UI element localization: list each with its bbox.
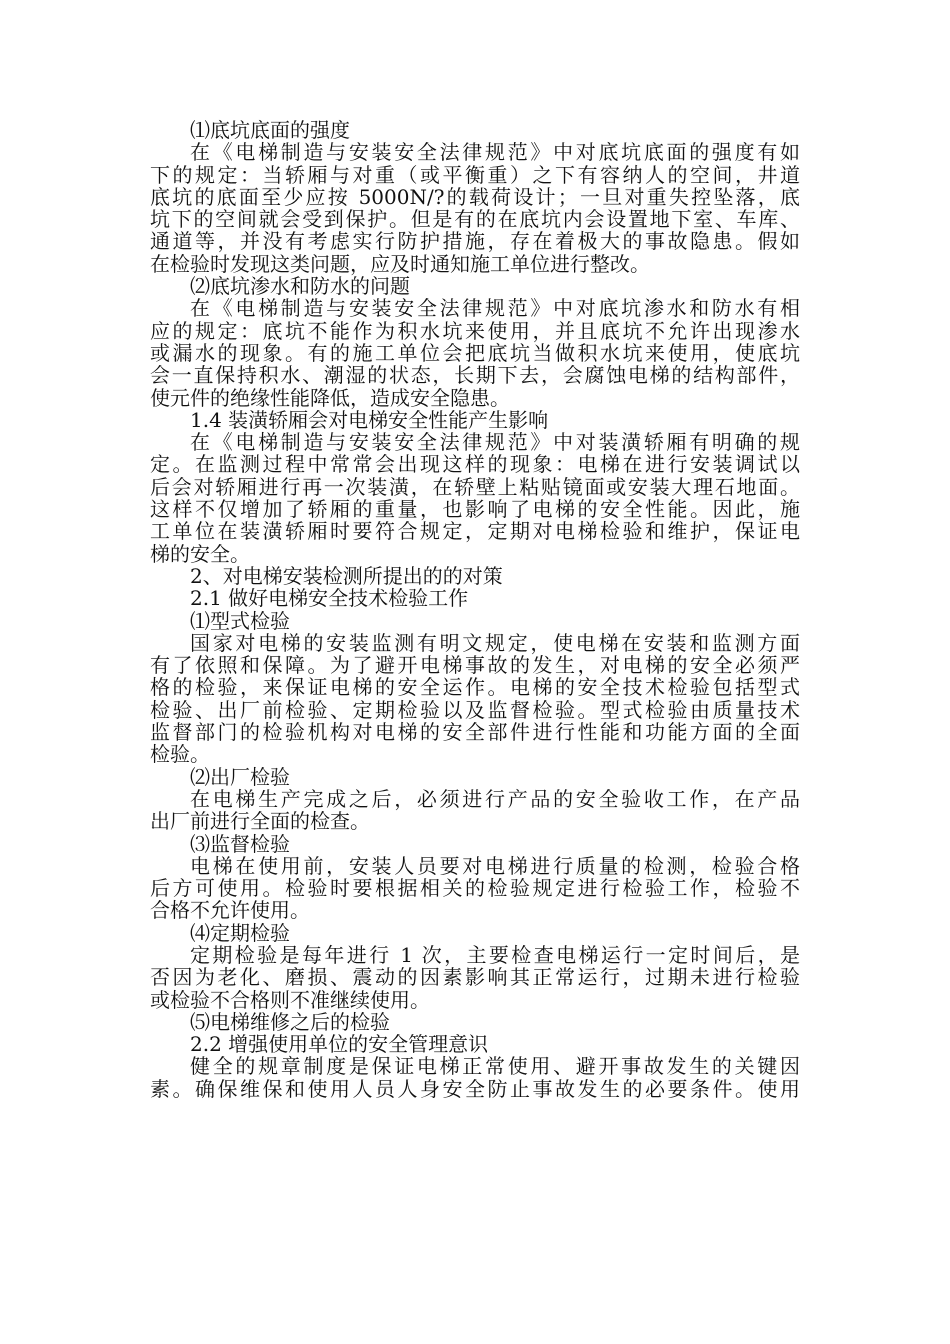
text-line: 电梯在使用前，安装人员要对电梯进行质量的检测，检验合格 (190, 853, 800, 878)
text-line: 在《电梯制造与安装安全法律规范》中对底坑渗水和防水有相 (190, 296, 800, 321)
text-line: 检验。 (150, 742, 210, 767)
text-line: 使元件的绝缘性能降低，造成安全隐患。 (150, 385, 510, 410)
text-line: 健全的规章制度是保证电梯正常使用、避开事故发生的关键因 (190, 1054, 800, 1079)
text-line: ⑶监督检验 (190, 831, 290, 856)
text-line: 检验、出厂前检验、定期检验以及监督检验。型式检验由质量技术 (150, 697, 800, 722)
text-line: ⑴底坑底面的强度 (190, 118, 350, 142)
text-line: 通道等，并没有考虑实行防护措施，存在着极大的事故隐患。假如 (150, 229, 800, 254)
text-line: 2.1 做好电梯安全技术检验工作 (190, 586, 469, 611)
text-line: 素。确保维保和使用人员人身安全防止事故发生的必要条件。使用 (150, 1076, 800, 1101)
text-line: 底坑的底面至少应按 5000N/?的载荷设计；一旦对重失控坠落，底 (150, 184, 800, 209)
text-line: 定期检验是每年进行 1 次，主要检查电梯运行一定时间后，是 (190, 942, 800, 967)
text-line: 应的规定：底坑不能作为积水坑来使用，并且底坑不允许出现渗水 (150, 318, 800, 343)
text-line: 在《电梯制造与安装安全法律规范》中对装潢轿厢有明确的规 (190, 430, 800, 455)
text-line: 在《电梯制造与安装安全法律规范》中对底坑底面的强度有如 (190, 140, 800, 165)
text-line: 出厂前进行全面的检查。 (150, 809, 370, 834)
text-line: 2、对电梯安装检测所提出的的对策 (190, 563, 503, 588)
text-line: 定。在监测过程中常常会出现这样的现象：电梯在进行安装调试以 (150, 452, 800, 477)
text-line: 国家对电梯的安装监测有明文规定，使电梯在安装和监测方面 (190, 630, 800, 655)
text-line: 坑下的空间就会受到保护。但是有的在底坑内会设置地下室、车库、 (150, 207, 800, 232)
document-body (150, 119, 800, 1100)
text-line: 工单位在装潢轿厢时要符合规定，定期对电梯检验和维护，保证电 (150, 519, 800, 544)
text-line: ⑵出厂检验 (190, 764, 290, 789)
text-line: 在检验时发现这类问题，应及时通知施工单位进行整改。 (150, 251, 650, 276)
text-line: 后方可使用。检验时要根据相关的检验规定进行检验工作，检验不 (150, 876, 800, 901)
text-line: 2.2 增强使用单位的安全管理意识 (190, 1032, 489, 1057)
text-line: 这样不仅增加了轿厢的重量，也影响了电梯的安全性能。因此，施 (150, 497, 800, 522)
text-line: 梯的安全。 (150, 541, 250, 566)
text-line: 否因为老化、磨损、震动的因素影响其正常运行，过期未进行检验 (150, 965, 800, 990)
text-line: ⑵底坑渗水和防水的问题 (190, 274, 410, 299)
text-line: 合格不允许使用。 (150, 898, 310, 923)
text-line: 会一直保持积水、潮湿的状态，长期下去，会腐蚀电梯的结构部件， (150, 363, 800, 388)
text-line: ⑷定期检验 (190, 920, 290, 945)
text-line: ⑸电梯维修之后的检验 (190, 1009, 390, 1034)
text-line: 下的规定：当轿厢与对重（或平衡重）之下有容纳人的空间，井道 (150, 162, 800, 187)
text-line: 或检验不合格则不准继续使用。 (150, 987, 430, 1012)
text-line: 监督部门的检验机构对电梯的安全部件进行性能和功能方面的全面 (150, 720, 800, 745)
text-line: 有了依照和保障。为了避开电梯事故的发生，对电梯的安全必须严 (150, 653, 800, 678)
text-line: 格的检验，来保证电梯的安全运作。电梯的安全技术检验包括型式 (150, 675, 800, 700)
text-line: 在电梯生产完成之后，必须进行产品的安全验收工作，在产品 (190, 786, 800, 811)
text-line: ⑴型式检验 (190, 608, 290, 633)
text-line: 或漏水的现象。有的施工单位会把底坑当做积水坑来使用，使底坑 (150, 340, 800, 365)
text-line: 后会对轿厢进行再一次装潢，在轿壁上粘贴镜面或安装大理石地面。 (150, 474, 800, 499)
text-line: 1.4 装潢轿厢会对电梯安全性能产生影响 (190, 407, 549, 432)
